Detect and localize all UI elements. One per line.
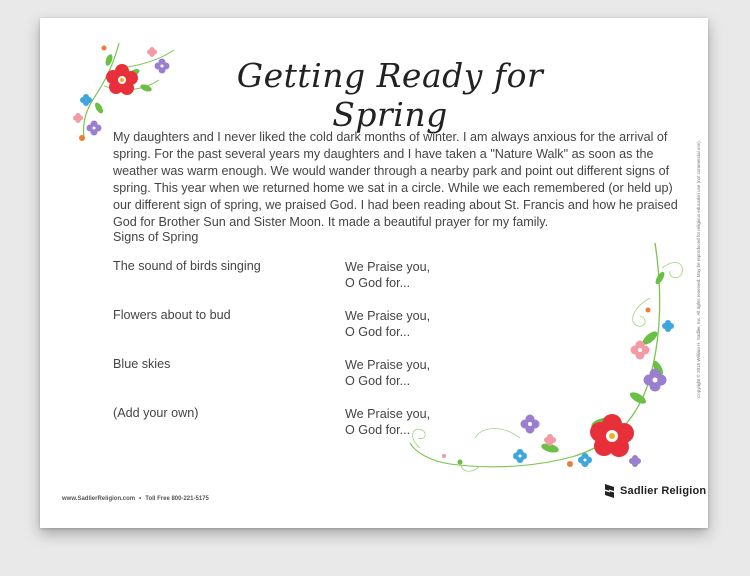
sadlier-logo-icon [603, 483, 616, 499]
praise-response: We Praise you, O God for... [345, 309, 431, 339]
list-item [113, 308, 473, 357]
page-title: Getting Ready for Spring [236, 56, 544, 134]
list-item [113, 357, 473, 406]
sign-label: Blue skies [113, 357, 171, 371]
footer-contact [62, 496, 209, 502]
footer-phone: Toll Free 800-221-5175 [145, 496, 209, 502]
praise-response: We Praise you, O God for... [345, 358, 431, 388]
sign-label: Flowers about to bud [113, 308, 231, 322]
praise-response: We Praise you, O God for... [345, 407, 431, 437]
sign-label: (Add your own) [113, 406, 199, 420]
signs-list [113, 259, 473, 455]
list-item [113, 259, 473, 308]
copyright-notice: Copyright © 2015 William H. Sadlier, Inc. All rights reserved. May be reproduced for religious education use (not commercial use). [696, 140, 701, 398]
logo-text: Sadlier Religion [620, 485, 707, 497]
footer-separator: • [139, 496, 142, 502]
sadlier-logo [603, 483, 706, 499]
intro-paragraph: My daughters and I never liked the cold dark months of winter. I am always anxious for the arrival of spring. For the past several years my daughters and I have taken a "Nature Walk" as soon as the weather was warm enough. We would wander through a nearby park and point out different signs of spring. This year when we returned home we sat in a circle. While we each remembered (or held up) our different sign of spring, we praised God. I had been reading about St. Francis and how he praised God for Brother Sun and Sister Moon. It made a beautiful prayer for my family. [113, 130, 678, 229]
praise-response: We Praise you, O God for... [345, 260, 431, 290]
footer-website: www.SadlierReligion.com [62, 496, 136, 502]
section-heading: Signs of Spring [113, 230, 199, 244]
list-item [113, 406, 473, 455]
sign-label: The sound of birds singing [113, 259, 261, 273]
worksheet-page [40, 18, 708, 528]
